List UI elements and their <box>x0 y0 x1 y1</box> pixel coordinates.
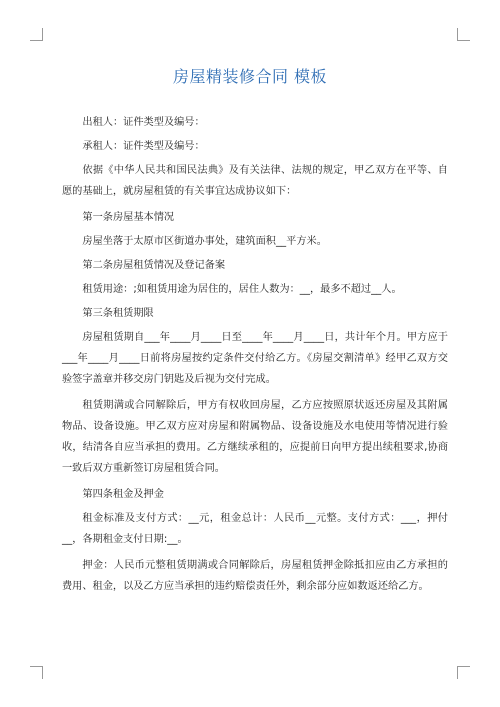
page-corner-mark-top-left <box>30 28 43 41</box>
document-title: 房屋精装修合同 模板 <box>172 67 328 86</box>
preamble-paragraph: 依据《中华人民共和国民法典》及有关法律、法规的规定，甲乙双方在平等、自愿的基础上，就房屋租赁的有关事宜达成协议如下： <box>62 165 448 197</box>
article-2-body: 租赁用途：;如租赁用途为居住的，居住人数为：__，最多不超过__人。 <box>82 284 402 295</box>
page-corner-mark-bottom-left <box>30 666 43 679</box>
article-1-heading: 第一条房屋基本情况 <box>82 212 175 223</box>
page-corner-mark-bottom-right <box>457 666 470 679</box>
article-4-heading: 第四条租金及押金 <box>82 489 164 500</box>
article-1-body: 房屋坐落于太原市区街道办事处，建筑面积__平方米。 <box>82 236 327 247</box>
lessor-line: 出租人：证件类型及编号： <box>82 117 205 128</box>
article-3-termination-paragraph: 租赁期满或合同解除后，甲方有权收回房屋，乙方应按照原状返还房屋及其附属物品、设备设施。甲乙双方应对房屋和附属物品、设备设施及水电使用等情况进行验收，结清各自应当承担的费用。乙方继续承租的，应提前日向甲方提出续租要求,协商一致后双方重新签订房屋租赁合同。 <box>62 400 448 474</box>
article-2-heading: 第二条房屋租赁情况及登记备案 <box>82 260 226 271</box>
document-body <box>62 112 448 602</box>
article-3-term-paragraph: 房屋租赁期自___年____月____日至____年____月____日，共计年个月。甲方应于___年____月____日前将房屋按约定条件交付给乙方。《房屋交割清单》经甲乙双方交验签字盖章并移交房门钥匙及后视为交付完成。 <box>62 332 448 385</box>
article-3-heading: 第三条租赁期限 <box>82 308 154 319</box>
lessee-line: 承租人：证件类型及编号： <box>82 141 205 152</box>
article-4-deposit-paragraph: 押金：人民币元整租赁期满或合同解除后，房屋租赁押金除抵扣应由乙方承担的费用、租金，以及乙方应当承担的违约赔偿责任外，剩余部分应如数返还给乙方。 <box>62 560 448 592</box>
article-4-rent-paragraph: 租金标准及支付方式：__元，租金总计：人民币__元整。支付方式：___，押付__，各期租金支付日期:__。 <box>62 513 448 545</box>
page-corner-mark-top-right <box>457 28 470 41</box>
